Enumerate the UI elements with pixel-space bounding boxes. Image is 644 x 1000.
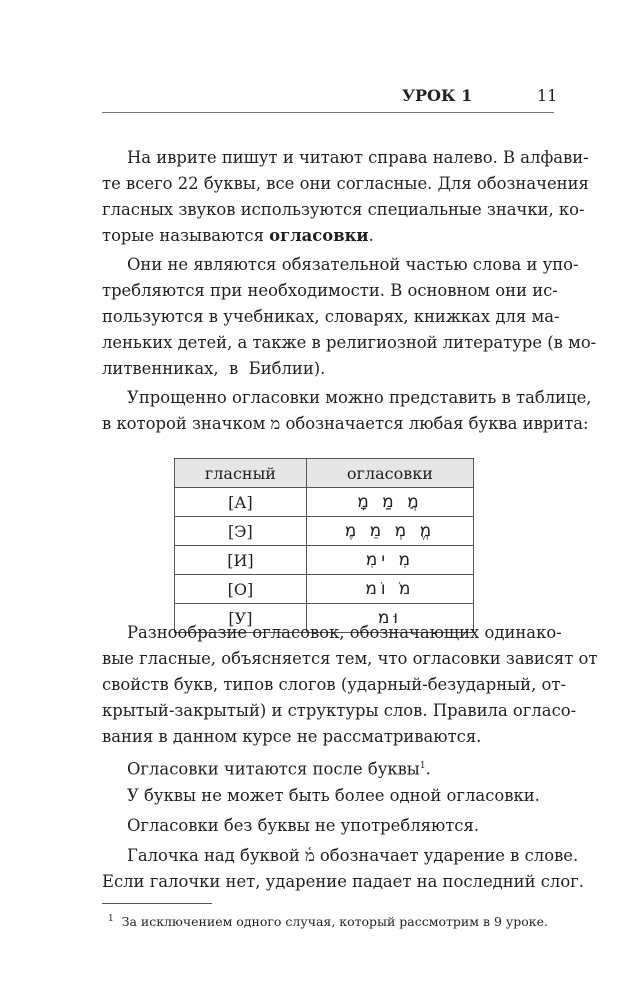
text-line: Если галочки нет, ударение падает на последний слог. xyxy=(102,872,584,891)
column-header: гласный xyxy=(175,459,307,488)
vowel-cell: [И] xyxy=(175,546,307,575)
text-line: вые гласные, объясняется тем, что огласовки зависят от xyxy=(102,649,598,668)
text-line: леньких детей, а также в религиозной литературе (в мо- xyxy=(102,333,597,352)
text-line: Разнообразие огласовок, обозначающих одинако- xyxy=(127,623,562,642)
column-header: огласовки xyxy=(306,459,473,488)
text-line: требляются при необходимости. В основном они ис- xyxy=(102,281,558,300)
vowel-cell: [Э] xyxy=(175,517,307,546)
term-bold: огласовки xyxy=(269,226,369,245)
table-row xyxy=(175,546,474,575)
text-line xyxy=(127,846,579,866)
table-row xyxy=(175,575,474,604)
footnote-mark: 1 xyxy=(108,914,114,924)
text-line: гласных звуков используются специальные значки, ко- xyxy=(102,200,585,219)
text-line: крытый-закрытый) и структуры слов. Правила огласо- xyxy=(102,701,577,720)
vowel-cell: [О] xyxy=(175,575,307,604)
text: . xyxy=(425,759,431,779)
text-line: Они не являются обязательной частью слова и упо- xyxy=(127,255,579,274)
page-number: 11 xyxy=(537,86,558,105)
chapter-title: УРОК 1 xyxy=(402,86,473,105)
table-header-row xyxy=(175,459,474,488)
text: обозначает ударение в слове. xyxy=(314,846,579,865)
text-line xyxy=(102,226,554,246)
hebrew-mem: מ xyxy=(270,414,281,433)
header-rule xyxy=(102,112,554,113)
text-line: Упрощенно огласовки можно представить в таблице, xyxy=(127,388,592,407)
vowel-cell: [А] xyxy=(175,488,307,517)
text-line: пользуются в учебниках, словарях, книжках для ма- xyxy=(102,307,560,326)
marks-cell: מוּ xyxy=(306,604,473,633)
footnote xyxy=(108,914,548,929)
text: . xyxy=(368,226,374,245)
footnote-ref: 1 xyxy=(419,761,426,771)
marks-cell: מָ מַ מֲ xyxy=(306,488,473,517)
marks-cell: מֶ מֵ מְ מֱ xyxy=(306,517,473,546)
vowel-cell: [У] xyxy=(175,604,307,633)
text: Галочка над буквой xyxy=(127,846,305,865)
text-line: У буквы не может быть более одной огласовки. xyxy=(127,786,540,805)
text-line: те всего 22 буквы, все они согласные. Для обозначения xyxy=(102,174,589,193)
text-line xyxy=(127,756,554,779)
footnote-text: За исключением одного случая, который рассмотрим в 9 уроке. xyxy=(121,914,548,930)
text: Огласовки читаются после буквы xyxy=(127,759,420,779)
text-line xyxy=(102,414,589,434)
footnote-rule xyxy=(102,903,212,904)
text-line: литвенниках, в Библии). xyxy=(102,359,326,378)
text-line: свойств букв, типов слогов (ударный-безударный, от- xyxy=(102,675,566,694)
hebrew-mem-stress: מ֫ xyxy=(304,846,315,865)
text-line: вания в данном курсе не рассматриваются. xyxy=(102,727,482,746)
vowel-table xyxy=(174,458,474,633)
text: в которой значком xyxy=(102,414,271,433)
text-line: На иврите пишут и читают справа налево. В алфави- xyxy=(127,148,589,167)
text-line: Огласовки без буквы не употребляются. xyxy=(127,816,480,835)
table-row xyxy=(175,488,474,517)
text: торые называются xyxy=(102,226,270,245)
table-row xyxy=(175,517,474,546)
marks-cell: מוֹ מֹ xyxy=(306,575,473,604)
marks-cell: מִי מִ xyxy=(306,546,473,575)
text: обозначается любая буква иврита: xyxy=(280,414,589,433)
